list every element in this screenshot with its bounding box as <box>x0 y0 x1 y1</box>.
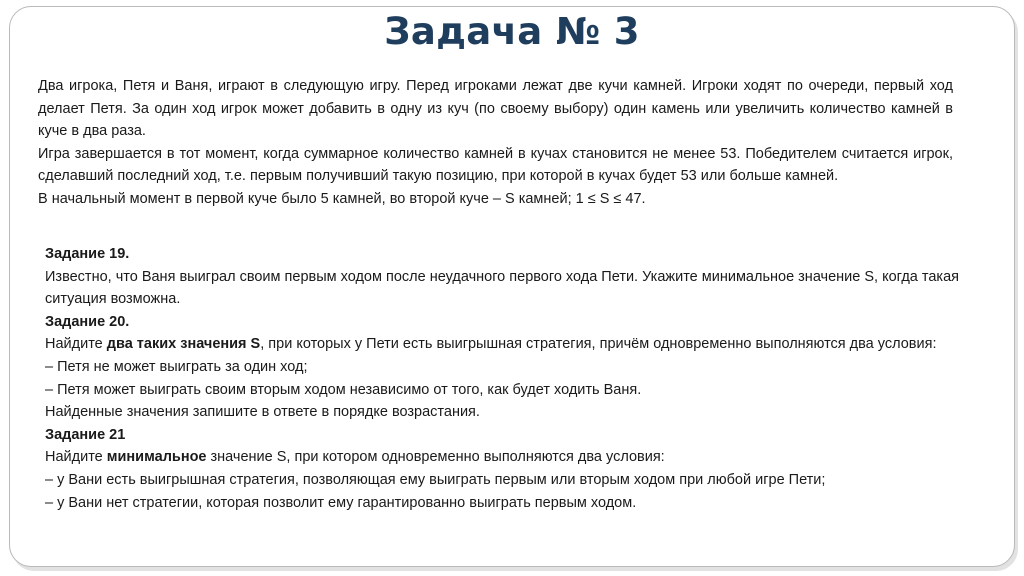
task21-condition-1: – у Вани есть выигрышная стратегия, позволяющая ему выиграть первым или вторым ходом при любой игре Пети; <box>45 471 826 488</box>
intro-paragraph-end-condition: Игра завершается в тот момент, когда суммарное количество камней в кучах становится не менее 53. Победителем считается игрок, сделавший последний ход, т.е. первым получивший такую позицию, при которой в кучах будет 53 или больше камней. <box>38 145 953 185</box>
task19-heading: Задание 19. <box>45 246 130 262</box>
task21-condition-2: – у Вани нет стратегии, которая позволит ему гарантированно выиграть первым ходом. <box>45 494 637 511</box>
task19-text: Известно, что Ваня выиграл своим первым ходом после неудачного первого хода Пети. Укажите минимальное значение S, когда такая ситуация возможна. <box>45 268 959 308</box>
task20-text-bold: два таких значения S <box>106 336 261 353</box>
intro-paragraph-initial-state: В начальный момент в первой куче было 5 камней, во второй куче – S камней; 1 ≤ S ≤ 47. <box>38 190 646 207</box>
task20-text-post: , при которых у Пети есть выигрышная стратегия, причём одновременно выполняются два условия: <box>260 336 937 353</box>
tasks-block <box>45 243 975 514</box>
intro-paragraph-rules: Два игрока, Петя и Ваня, играют в следующую игру. Перед игроками лежат две кучи камней. Игроки ходят по очереди, первый ход делает Петя. За один ход игрок может добавить в одну из куч (по своему выбору) один камень или увеличить количество камней в куче в два раза. <box>38 78 953 140</box>
problem-statement <box>38 75 953 211</box>
slide-title: Задача № 3 <box>384 10 640 53</box>
task20-condition-1: – Петя не может выиграть за один ход; <box>45 358 308 375</box>
task21-text <box>45 446 975 469</box>
task20-text <box>45 333 975 356</box>
task21-text-post: значение S, при котором одновременно выполняются два условия: <box>206 449 665 466</box>
task20-heading: Задание 20. <box>45 313 130 330</box>
task20-condition-2: – Петя может выиграть своим вторым ходом независимо от того, как будет ходить Ваня. <box>45 381 642 398</box>
task21-heading: Задание 21 <box>45 426 126 443</box>
task20-note: Найденные значения запишите в ответе в порядке возрастания. <box>45 404 480 421</box>
task21-text-bold: минимальное <box>106 449 207 466</box>
task20-text-pre: Найдите <box>45 336 107 353</box>
task21-text-pre: Найдите <box>45 449 107 466</box>
